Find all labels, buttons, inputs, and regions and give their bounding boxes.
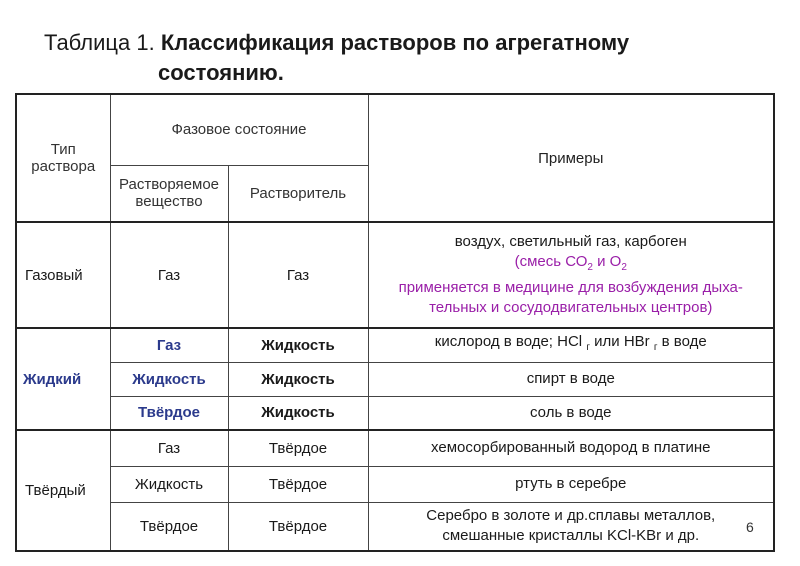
type-gas: Газовый: [16, 222, 110, 328]
table-row: [16, 222, 774, 328]
header-solute: [110, 165, 228, 222]
gas-solute: Газ: [110, 222, 228, 328]
liquid-row1-solute: Газ: [110, 328, 228, 362]
liquid-row2-examples: спирт в воде: [368, 362, 774, 396]
type-liquid: Жидкий: [16, 328, 110, 430]
table-row: [16, 328, 774, 362]
header-solute-line1: Растворяемое: [119, 176, 219, 194]
solid-row3-examples: [368, 502, 774, 551]
header-type: [16, 94, 110, 222]
liquid-row3-solute: Твёрдое: [110, 396, 228, 430]
gas-ex-line3: применяется в медицине для возбуждения дыха-: [398, 279, 743, 296]
liquid-row3-solvent: Жидкость: [228, 396, 368, 430]
header-phase: Фазовое состояние: [110, 94, 368, 165]
title-line1: Классификация растворов по агрегатному: [160, 30, 630, 55]
table-row: [16, 430, 774, 466]
page-number: 6: [746, 519, 754, 535]
table-row: [16, 466, 774, 502]
header-type-line2: раствора: [31, 158, 96, 175]
gas-solvent: Газ: [228, 222, 368, 328]
gas-examples: [368, 222, 774, 328]
solid-row1-examples: хемосорбированный водород в платине: [368, 430, 774, 466]
header-solute-line2: вещество: [135, 193, 203, 211]
page-title: [44, 28, 764, 88]
solid-row3-ex-line2: смешанные кристаллы KCl-KBr и др.: [442, 527, 700, 545]
liquid-row2-solute: Жидкость: [110, 362, 228, 396]
header-examples: Примеры: [368, 94, 774, 222]
liquid-row3-examples: соль в воде: [368, 396, 774, 430]
solid-row1-solute: Газ: [110, 430, 228, 466]
solid-row3-solvent: Твёрдое: [228, 502, 368, 551]
type-solid: Твёрдый: [16, 430, 110, 551]
solid-row2-examples: ртуть в серебре: [368, 466, 774, 502]
gas-ex-line2: (смесь $СО_2$ и $О_2$: [514, 253, 627, 273]
liquid-row1-examples: кислород в воде; HCl $_г$ или HBr $_г$ в воде: [368, 328, 774, 362]
header-solvent: Растворитель: [228, 165, 368, 222]
gas-ex-line4: тельных и сосудодвигательных центров): [429, 299, 713, 316]
solid-row2-solute: Жидкость: [110, 466, 228, 502]
solid-row2-solvent: Твёрдое: [228, 466, 368, 502]
table-row: [16, 502, 774, 551]
liquid-row1-solvent: Жидкость: [228, 328, 368, 362]
solid-row1-solvent: Твёрдое: [228, 430, 368, 466]
table-row: [16, 362, 774, 396]
classification-table: [15, 93, 775, 552]
title-prefix: Таблица 1.: [44, 30, 161, 55]
table-row: [16, 396, 774, 430]
title-line2: состоянию.: [158, 60, 284, 85]
solid-row3-solute: Твёрдое: [110, 502, 228, 551]
solid-row3-ex-line1: Серебро в золоте и др.сплавы металлов,: [426, 507, 716, 525]
liquid-row2-solvent: Жидкость: [228, 362, 368, 396]
gas-ex-line1: воздух, светильный газ, карбоген: [454, 233, 687, 250]
header-type-line1: Тип: [50, 141, 76, 158]
